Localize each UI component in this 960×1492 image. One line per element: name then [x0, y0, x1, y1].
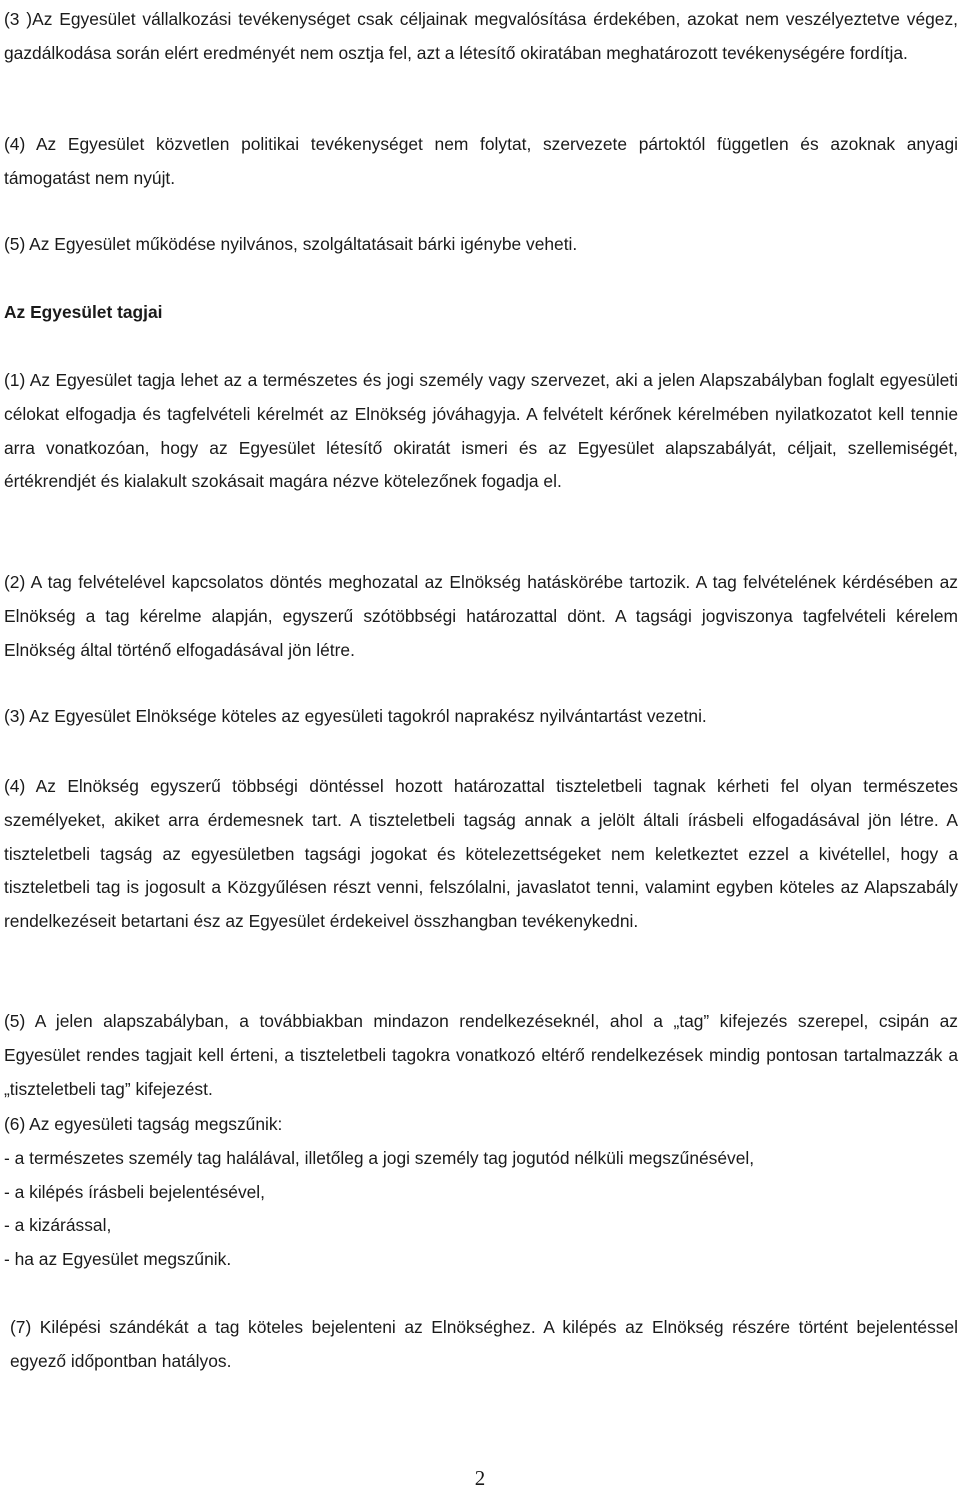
paragraph-members-4: (4) Az Elnökség egyszerű többségi döntéssel hozott határozattal tiszteletbeli tagnak kérheti fel olyan természetes személyeket, akiket arra érdemesnek tart. A tiszteletbeli tagság annak a jelölt általi írásbeli elfogadásával jön létre. A tiszteletbeli tagság az egyesületben tagsági jogokat és kötelezettségeket nem keletkeztet ezzel a kivétellel, hogy a tiszteletbeli tag is jogosult a Közgyűlésen részt venni, felszólalni, javaslatot tenni, valamint egyben köteles az Alapszabály rendelkezéseit betartani ész az Egyesület érdekeivel összhangban tevékenykedni. — [4, 776, 958, 932]
paragraph-members-1: (1) Az Egyesület tagja lehet az a természetes és jogi személy vagy szervezet, aki a jelen Alapszabályban foglalt egyesületi célokat elfogadja és tagfelvételi kérelmét az Elnökség jóváhagyja. A felvételt kérőnek kérelmében nyilatkozatot kell tennie arra vonatkozóan, hogy az Egyesület létesítő okiratát ismeri és az Egyesület alapszabályát, céljait, szellemiségét, értékrendjét és kialakult szokásait magára nézve kötelezőnek fogadja el. — [4, 370, 958, 492]
termination-item: - a kilépés írásbeli bejelentésével, — [4, 1181, 266, 1202]
page-number: 2 — [474, 1466, 486, 1490]
termination-item: - ha az Egyesület megszűnik. — [4, 1249, 232, 1270]
paragraph-prev-4: (4) Az Egyesület közvetlen politikai tevékenységet nem folytat, szervezete pártoktól független és azoknak anyagi támogatást nem nyújt. — [4, 134, 958, 188]
paragraph-members-7: (7) Kilépési szándékát a tag köteles bejelenteni az Elnökséghez. A kilépés az Elnökség részére történt bejelentéssel egyező időpontban hatályos. — [10, 1317, 958, 1371]
section-heading-members: Az Egyesület tagjai — [4, 302, 163, 322]
termination-item: - a kizárással, — [4, 1215, 112, 1236]
termination-title: (6) Az egyesületi tagság megszűnik: — [4, 1114, 283, 1134]
document-page — [4, 0, 958, 1492]
paragraph-prev-5: (5) Az Egyesület működése nyilvános, szolgáltatásait bárki igénybe veheti. — [4, 234, 578, 254]
paragraph-members-6 — [4, 1108, 958, 1277]
paragraph-members-5: (5) A jelen alapszabályban, a továbbiakban mindazon rendelkezéseknél, ahol a „tag” kifejezés szerepel, csipán az Egyesület rendes tagjait kell érteni, a tiszteletbeli tagokra vonatkozó eltérő rendelkezések mindig pontosan tartalmazzák a „tiszteletbeli tag” kifejezést. — [4, 1011, 958, 1099]
paragraph-members-3: (3) Az Egyesület Elnöksége köteles az egyesületi tagokról naprakész nyilvántartást vezetni. — [4, 706, 707, 726]
paragraph-prev-3: (3 )Az Egyesület vállalkozási tevékenységet csak céljainak megvalósítása érdekében, azokat nem veszélyeztetve végez, gazdálkodása során elért eredményét nem osztja fel, azt a létesítő okiratában meghatározott tevékenységére fordítja. — [4, 9, 958, 63]
paragraph-members-2: (2) A tag felvételével kapcsolatos döntés meghozatal az Elnökség hatáskörébe tartozik. A tag felvételének kérdésében az Elnökség a tag kérelme alapján, egyszerű szótöbbségi határozattal dönt. A tagsági jogviszonya tagfelvételi kérelem Elnökség által történő elfogadásával jön létre. — [4, 572, 958, 660]
termination-item: - a természetes személy tag halálával, illetőleg a jogi személy tag jogutód nélküli megszűnésével, — [4, 1147, 755, 1168]
